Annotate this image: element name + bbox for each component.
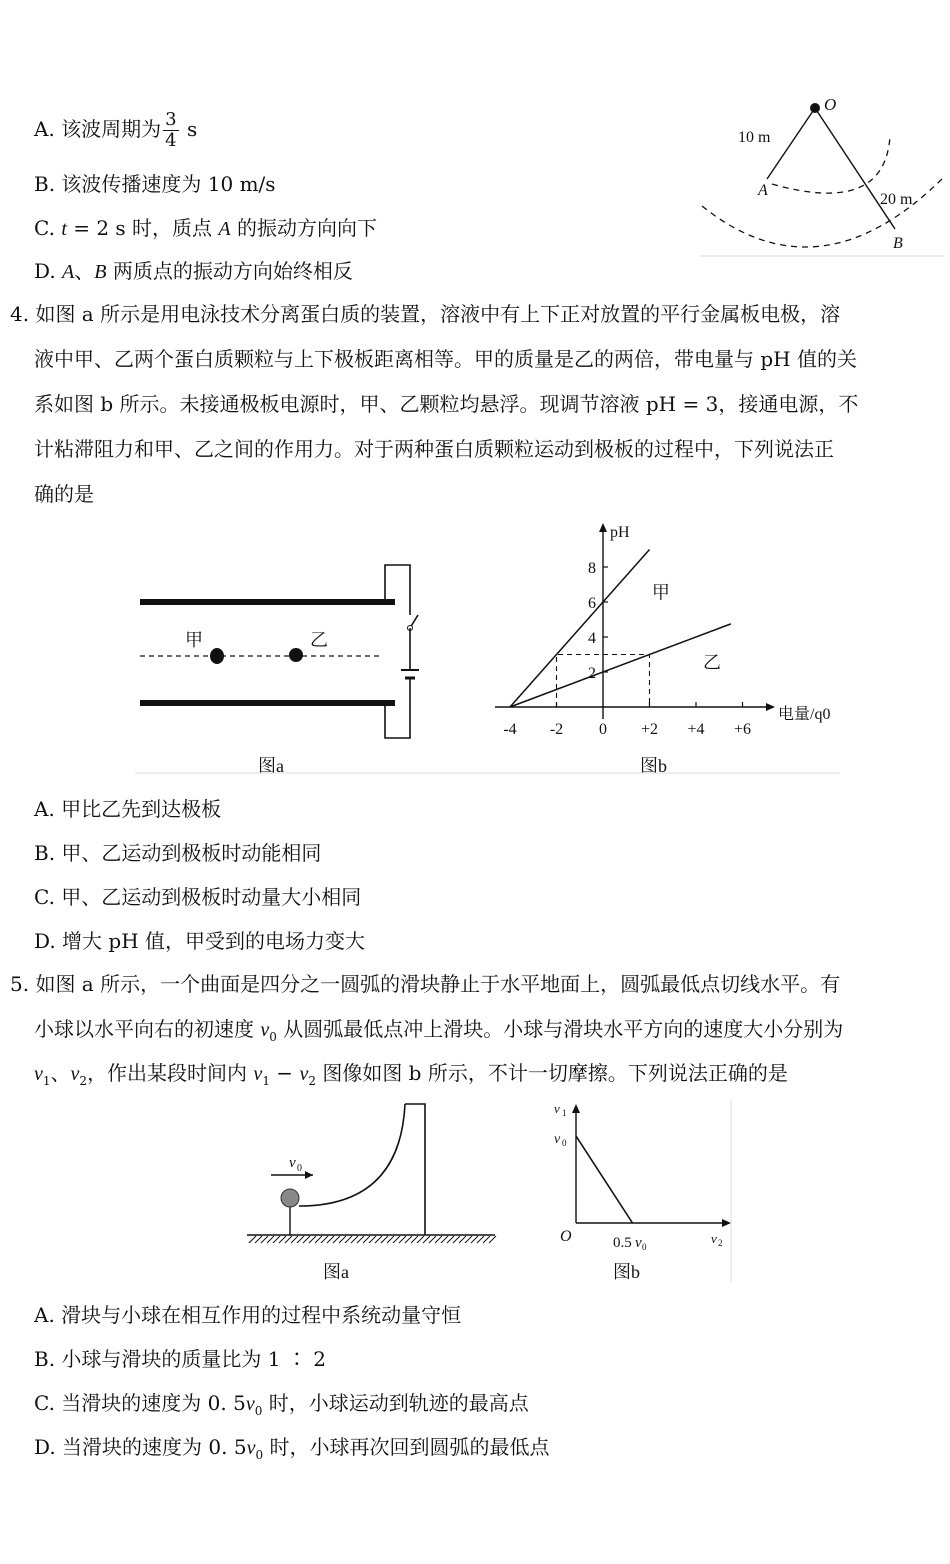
- x-axis-label: 电量/q0: [778, 706, 831, 723]
- hatch-line: [315, 1236, 322, 1243]
- q5-line3-part-c: 图像如图 b 所示，不计一切摩擦。下列说法正确的是: [315, 1061, 788, 1085]
- hatch-line: [417, 1236, 424, 1243]
- x-axis-arrow: [722, 1219, 731, 1227]
- q5-option-c-part-b: 时，小球运动到轨迹的最高点: [262, 1391, 529, 1415]
- q5-option-c-part-a: C. 当滑块的速度为 0. 5: [34, 1391, 246, 1415]
- q3-option-a-unit: s: [180, 117, 198, 141]
- hatch-line: [255, 1236, 262, 1243]
- var-v: v: [260, 1019, 270, 1041]
- subscript: 1: [42, 1074, 51, 1088]
- var-v: v: [34, 1063, 43, 1085]
- particle-jia: [210, 648, 224, 664]
- hatch-line: [477, 1236, 484, 1243]
- hatch-line: [303, 1236, 310, 1243]
- slider-arc: [299, 1104, 405, 1206]
- hatch-line: [411, 1236, 418, 1243]
- x-tick-label-sub: 0: [642, 1242, 647, 1252]
- label-20m: 20 m: [880, 191, 913, 208]
- series-yi-line: [510, 624, 731, 707]
- hatch-line: [423, 1236, 430, 1243]
- y-tick-label: 8: [588, 560, 596, 577]
- ground-hatching: [249, 1236, 496, 1243]
- q5-line3-part-b: ，作出某段时间内: [87, 1061, 254, 1085]
- hatch-line: [405, 1236, 412, 1243]
- upper-plate: [140, 599, 395, 605]
- q4-option-c: C. 甲、乙运动到极板时动量大小相同: [34, 885, 362, 909]
- q4-stem-line1: 4. 如图 a 所示是用电泳技术分离蛋白质的装置，溶液中有上下正对放置的平行金属板电极，溶: [10, 302, 841, 326]
- y-tick-label: 6: [588, 595, 596, 612]
- v0-arrow-head: [305, 1171, 313, 1179]
- series-line: [576, 1136, 633, 1223]
- series-jia-label: 甲: [651, 582, 670, 603]
- line-oa: [767, 108, 815, 179]
- q5-option-a: A. 滑块与小球在相互作用的过程中系统动量守恒: [34, 1303, 462, 1327]
- q5-option-b: B. 小球与滑块的质量比为 1 ∶ 2: [34, 1347, 326, 1371]
- hatch-line: [327, 1236, 334, 1243]
- label-a: A: [758, 182, 768, 199]
- hatch-line: [249, 1236, 256, 1243]
- separator: 、: [50, 1061, 71, 1085]
- q3-option-a: [34, 110, 197, 151]
- q5-line2-part-a: 小球以水平向右的初速度: [34, 1017, 261, 1041]
- minus-sign: −: [269, 1061, 300, 1085]
- label-o: O: [824, 95, 837, 114]
- q5-option-d-part-b: 时，小球再次回到圆弧的最低点: [263, 1435, 550, 1459]
- var-a: A: [62, 261, 75, 283]
- q4-option-d: D. 增大 pH 值，甲受到的电场力变大: [34, 929, 365, 953]
- subscript: 2: [308, 1074, 316, 1088]
- hatch-line: [483, 1236, 490, 1243]
- hatch-line: [261, 1236, 268, 1243]
- hatch-line: [267, 1236, 274, 1243]
- hatch-line: [399, 1236, 406, 1243]
- y-axis-arrow: [599, 523, 607, 532]
- fraction-denominator: 4: [165, 130, 177, 151]
- hatch-line: [369, 1236, 376, 1243]
- y-tick-label-v0-sub: 0: [562, 1138, 567, 1148]
- hatch-line: [471, 1236, 478, 1243]
- x-tick-label: 0: [599, 721, 607, 738]
- q5-stem-line1: 5. 如图 a 所示，一个曲面是四分之一圆弧的滑块静止于水平地面上，圆弧最低点切线水平。有: [10, 972, 841, 996]
- fraction-numerator: 3: [165, 109, 177, 130]
- var-v: v: [245, 1393, 255, 1415]
- hatch-line: [459, 1236, 466, 1243]
- var-b: B: [94, 261, 107, 283]
- var-v: v: [246, 1437, 256, 1459]
- y-tick-label-v0: v: [554, 1132, 561, 1147]
- hatch-line: [273, 1236, 280, 1243]
- hatch-line: [357, 1236, 364, 1243]
- hatch-line: [387, 1236, 394, 1243]
- y-axis-label-sub: 1: [562, 1108, 567, 1118]
- subscript: 0: [254, 1404, 263, 1418]
- x-tick-label: -4: [503, 721, 517, 738]
- hatch-line: [489, 1236, 496, 1243]
- lower-wire: [385, 690, 410, 738]
- var-v: v: [253, 1063, 263, 1085]
- upper-wire: [385, 565, 410, 615]
- x-axis-label: v: [711, 1231, 717, 1246]
- hatch-line: [297, 1236, 304, 1243]
- hatch-line: [345, 1236, 352, 1243]
- subscript: 2: [79, 1074, 88, 1088]
- hatch-line: [375, 1236, 382, 1243]
- chart-axes: [554, 1101, 731, 1252]
- y-tick-label: 4: [588, 630, 596, 647]
- q3-wave-figure: [700, 96, 950, 261]
- outer-wavefront-arc: [702, 176, 945, 247]
- subscript: 0: [269, 1030, 277, 1044]
- q5-line2-part-b: 从圆弧最低点冲上滑块。小球与滑块水平方向的速度大小分别为: [276, 1017, 844, 1041]
- q4-option-b: B. 甲、乙运动到极板时动能相同: [34, 841, 322, 865]
- y-tick-label: 2: [588, 665, 596, 682]
- x-tick-label: +6: [733, 721, 752, 738]
- hatch-line: [393, 1236, 400, 1243]
- var-a: A: [218, 218, 231, 240]
- hatch-line: [333, 1236, 340, 1243]
- q5-option-d-part-a: D. 当滑块的速度为 0. 5: [34, 1435, 247, 1459]
- y-axis-label: v: [554, 1101, 560, 1116]
- q5-stem-line2: [34, 1015, 843, 1051]
- q3-option-c-suffix: 的振动方向向下: [230, 216, 377, 240]
- lower-plate: [140, 700, 395, 706]
- slider-body: [405, 1104, 425, 1235]
- hatch-line: [339, 1236, 346, 1243]
- y-axis-label: pH: [610, 524, 630, 541]
- hatch-line: [453, 1236, 460, 1243]
- hatch-line: [465, 1236, 472, 1243]
- q3-option-d-suffix: 两质点的振动方向始终相反: [106, 259, 353, 283]
- q5-option-c: [34, 1389, 529, 1425]
- subscript: 1: [262, 1074, 270, 1088]
- q3-option-b: B. 该波传播速度为 10 m/s: [34, 172, 276, 196]
- q3-option-d: [34, 257, 353, 286]
- y-axis-arrow: [572, 1104, 580, 1113]
- var-v: v: [299, 1063, 309, 1085]
- q4-option-a: A. 甲比乙先到达极板: [34, 797, 222, 821]
- label-b: B: [893, 235, 903, 252]
- x-axis-label-sub: 2: [718, 1238, 723, 1248]
- q4-stem-line5: 确的是: [34, 482, 94, 506]
- x-tick-label: +4: [687, 721, 705, 738]
- q4-stem-line4: 计粘滞阻力和甲、乙之间的作用力。对于两种蛋白质颗粒运动到极板的过程中，下列说法正: [34, 437, 834, 461]
- hatch-line: [321, 1236, 328, 1243]
- point-o: [810, 103, 820, 113]
- chart-marks: [510, 550, 731, 708]
- label-jia: 甲: [185, 630, 203, 650]
- q5-option-d: [34, 1433, 549, 1469]
- hatch-line: [351, 1236, 358, 1243]
- hatch-line: [285, 1236, 292, 1243]
- fraction-three-quarters: [163, 110, 178, 151]
- q3-option-c-mid: = 2 s 时，质点: [66, 216, 219, 240]
- hatch-line: [279, 1236, 286, 1243]
- q3-option-d-prefix: D.: [34, 259, 63, 283]
- q3-option-a-text: A. 该波周期为: [34, 117, 162, 141]
- q3-option-c: [34, 214, 377, 243]
- subscript: 0: [255, 1448, 264, 1462]
- hatch-line: [429, 1236, 436, 1243]
- label-yi: 乙: [310, 630, 328, 650]
- origin-label: O: [560, 1228, 572, 1245]
- label-v0: v: [289, 1155, 296, 1171]
- ball: [281, 1189, 299, 1207]
- hatch-line: [435, 1236, 442, 1243]
- q4-stem-line3: 系如图 b 所示。未接通极板电源时，甲、乙颗粒均悬浮。现调节溶液 pH = 3，接通电源，不: [34, 392, 859, 416]
- hatch-line: [447, 1236, 454, 1243]
- q4-stem-line2: 液中甲、乙两个蛋白质颗粒与上下极板距离相等。甲的质量是乙的两倍，带电量与 pH 值的关: [34, 347, 857, 371]
- line-ob: [815, 108, 895, 229]
- series-jia-line: [510, 550, 650, 708]
- chart-axes: [495, 523, 830, 738]
- x-tick-label: +2: [640, 721, 659, 738]
- q5-chart-b: [545, 1100, 735, 1285]
- hatch-line: [309, 1236, 316, 1243]
- q5-stem-line3: [34, 1059, 788, 1095]
- figure-a-caption: 图a: [323, 1262, 349, 1282]
- x-axis-arrow: [766, 703, 775, 711]
- hatch-line: [381, 1236, 388, 1243]
- q5-figure-a: [245, 1100, 500, 1285]
- hatch-line: [291, 1236, 298, 1243]
- chart-marks: [576, 1136, 633, 1223]
- q4-figure-a: [135, 520, 435, 780]
- hatch-line: [363, 1236, 370, 1243]
- q4-chart-b: [435, 520, 840, 780]
- x-tick-label-v: v: [635, 1235, 642, 1251]
- label-v0-sub: 0: [297, 1163, 302, 1174]
- q3-option-c-prefix: C.: [34, 216, 62, 240]
- figure-a-caption: 图a: [258, 756, 284, 776]
- figure-b-caption: 图b: [640, 756, 667, 776]
- var-t: t: [61, 218, 67, 240]
- hatch-line: [441, 1236, 448, 1243]
- separator: 、: [74, 259, 95, 283]
- var-v: v: [70, 1063, 80, 1085]
- x-tick-label: -2: [549, 721, 564, 738]
- particle-yi: [289, 648, 303, 662]
- x-tick-label: 0.5: [613, 1235, 632, 1251]
- figure-b-caption: 图b: [613, 1262, 640, 1282]
- series-yi-label: 乙: [702, 652, 721, 673]
- label-10m: 10 m: [738, 129, 771, 146]
